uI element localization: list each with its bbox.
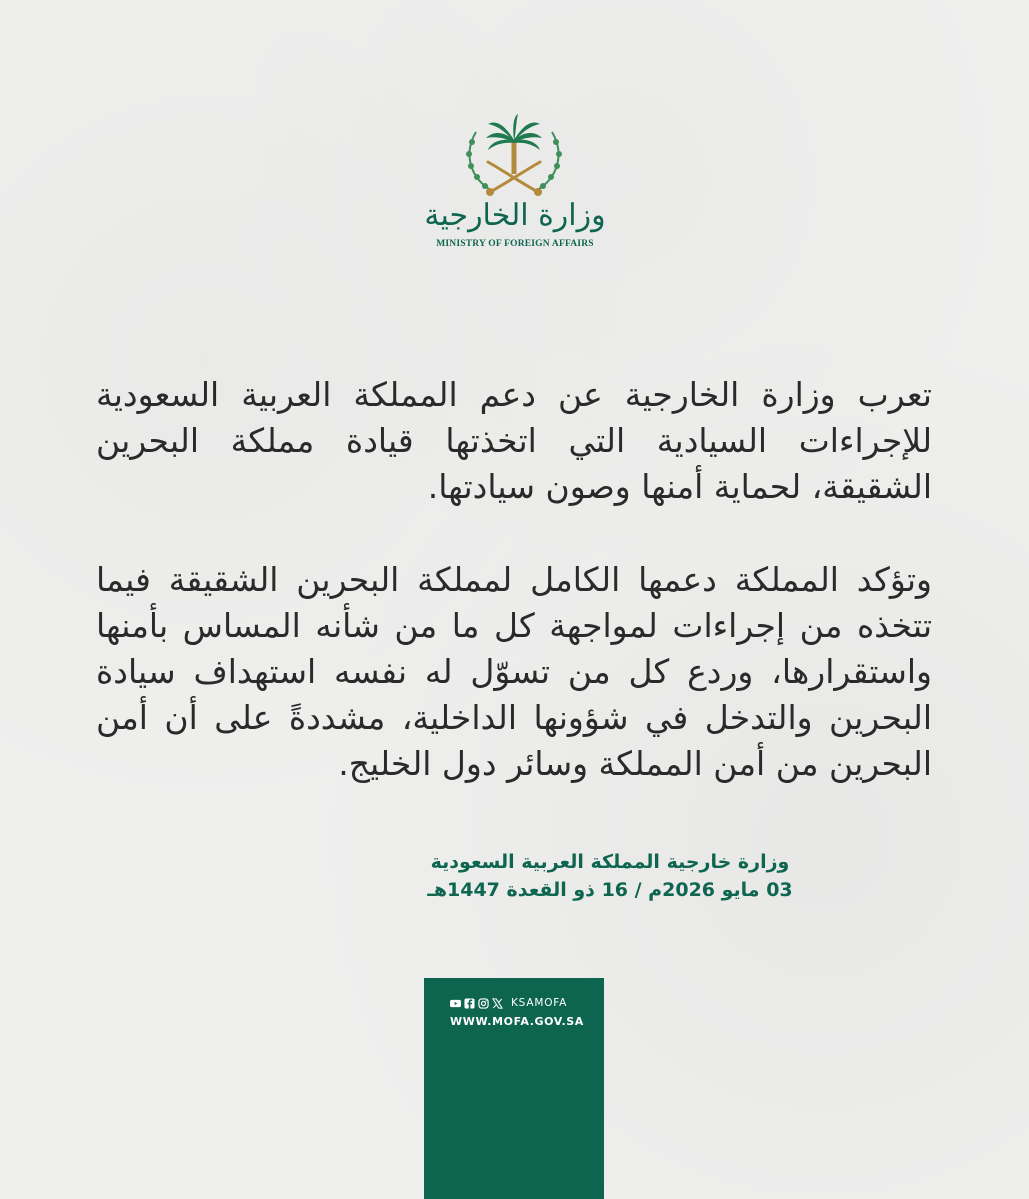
ministry-logo-arabic: وزارة الخارجية (424, 198, 606, 233)
youtube-icon[interactable] (450, 998, 461, 1009)
website-link[interactable]: WWW.MOFA.GOV.SA (450, 1015, 584, 1028)
issuer-signature: وزارة خارجية المملكة العربية السعودية (430, 851, 790, 873)
saudi-emblem-icon (454, 112, 574, 202)
statement-paragraph-1: تعرب وزارة الخارجية عن دعم المملكة العربية السعودية للإجراءات السيادية التي اتخذتها قيادة مملكة البحرين الشقيقة، لحماية أمنها وصون سيادتها. (96, 375, 932, 506)
ministry-logo-english: MINISTRY OF FOREIGN AFFAIRS (436, 239, 594, 249)
facebook-icon[interactable] (464, 998, 475, 1009)
statement-paragraph-2: وتؤكد المملكة دعمها الكامل لمملكة البحرين الشقيقة فيما تتخذه من إجراءات لمواجهة كل ما من شأنه المساس بأمنها واستقرارها، وردع كل من تسوّل له نفسه استهداف سيادة البحرين والتدخل في شؤونها الداخلية، مشددةً على أن أمن البحرين من أمن المملكة وسائر دول الخليج. (96, 560, 932, 783)
x-icon[interactable] (492, 998, 503, 1009)
social-handle: KSAMOFA (511, 997, 568, 1009)
statement-date: 03 مايو 2026م / 16 ذو القعدة 1447هـ (427, 879, 793, 901)
social-links (450, 997, 567, 1009)
footer-panel (424, 978, 604, 1199)
instagram-icon[interactable] (478, 998, 489, 1009)
